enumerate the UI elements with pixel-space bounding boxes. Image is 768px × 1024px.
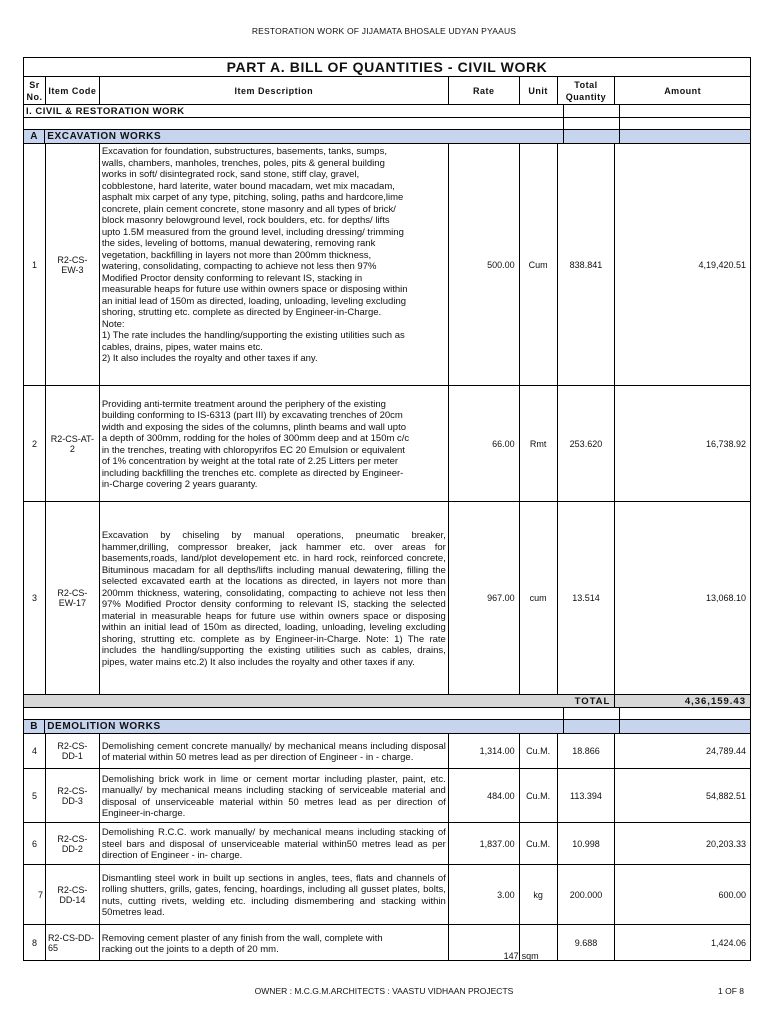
total-label: TOTAL bbox=[24, 695, 615, 707]
group-letter: A bbox=[24, 130, 45, 143]
item-description: Demolishing cement concrete manually/ by mechanical means including disposal of material within 50 metres lead as per direction of Engineer - in - charge. bbox=[100, 734, 449, 768]
table-row bbox=[24, 502, 750, 695]
section-title: I. CIVIL & RESTORATION WORK bbox=[24, 105, 564, 117]
item-rate: 967.00 bbox=[449, 502, 520, 694]
section-row bbox=[24, 105, 750, 118]
col-header-code: Item Code bbox=[46, 77, 100, 104]
item-sr: 4 bbox=[24, 734, 46, 768]
table-row bbox=[24, 144, 750, 386]
blank-cell bbox=[564, 105, 620, 117]
footer-owner: OWNER : M.C.G.M.ARCHITECTS : VAASTU VIDHAAN PROJECTS bbox=[254, 986, 514, 996]
blank-cell bbox=[564, 130, 620, 143]
col-header-sr: Sr No. bbox=[24, 77, 46, 104]
item-unit: Cu.M. bbox=[520, 734, 558, 768]
item-unit: Cum bbox=[520, 144, 558, 385]
item-quantity: 18.866 bbox=[558, 734, 616, 768]
blank-cell bbox=[620, 708, 750, 719]
item-sr: 5 bbox=[24, 769, 46, 822]
col-header-quantity: Total Quantity bbox=[558, 77, 616, 104]
item-code: R2-CS-DD-2 bbox=[46, 823, 100, 864]
item-code: R2-CS-DD-14 bbox=[46, 865, 100, 924]
item-amount: 13,068.10 bbox=[705, 593, 746, 603]
spacer-row bbox=[24, 708, 750, 720]
table-row bbox=[24, 386, 750, 502]
item-sr: 3 bbox=[24, 502, 46, 694]
item-unit: cum bbox=[520, 502, 558, 694]
item-amount: 20,203.33 bbox=[705, 838, 746, 849]
item-rate: 500.00 bbox=[449, 144, 520, 385]
blank-cell bbox=[620, 105, 750, 117]
item-description: Demolishing brick work in lime or cement mortar including plaster, paint, etc. manually/ by mechanical means including stacking of serviceable material and disposal of unserviceable material within 50 metres lead as per direction of Engineer-in-charge. bbox=[100, 769, 449, 822]
table-row bbox=[24, 823, 750, 865]
item-code: R2-CS-DD-3 bbox=[46, 769, 100, 822]
item-amount: 1,424.06 bbox=[710, 938, 746, 948]
item-quantity: 9.688 bbox=[558, 925, 616, 961]
item-amount: 16,738.92 bbox=[705, 438, 746, 449]
table-row bbox=[24, 734, 750, 769]
col-header-unit: Unit bbox=[520, 77, 558, 104]
item-rate: 66.00 bbox=[449, 386, 520, 501]
item-quantity: 253.620 bbox=[558, 386, 616, 501]
item-description: Demolishing R.C.C. work manually/ by mechanical means including stacking of steel bars and disposal of unserviceable material within50 metres lead as per direction of Engineer - in- charge. bbox=[100, 823, 449, 864]
item-code: R2-CS-DD-1 bbox=[46, 734, 100, 768]
item-code: R2-CS-EW-17 bbox=[46, 502, 100, 694]
item-unit: Rmt bbox=[520, 386, 558, 501]
blank-cell bbox=[620, 720, 750, 733]
table-row bbox=[24, 925, 750, 961]
blank-cell bbox=[564, 708, 620, 719]
blank-cell bbox=[24, 708, 564, 719]
item-sr: 1 bbox=[24, 144, 46, 385]
col-header-amount: Amount bbox=[664, 85, 702, 96]
item-code: R2-CS-AT-2 bbox=[46, 386, 100, 501]
group-band-b bbox=[24, 720, 750, 734]
item-quantity: 838.841 bbox=[558, 144, 616, 385]
item-description: Excavation for foundation, substructures, basements, tanks, sumps, walls, chambers, manholes, trenches, poles, pits & general building works in soft/ disintegrated rock, sand stone, stiff clay, gravel, cobblestone, hard laterite, water bound macadam, wet mix macadam, asphalt mix carpet of any type, pitching, soling, paths and hardcore,lime concrete, plain cement concrete, stone masonry and all types of brick/ block masonry belowground level, rock boulders, etc. for depths/ lifts upto 1.5M measured from the ground level, including dressing/ trimming the sides, leveling of bottoms, manual dewatering, removing rank vegetation, backfilling in layers not more than 200mm thickness, watering, consolidating, compacting to achieve not less then 97% Modified Proctor density conforming to relevant IS, stacking in measurable heaps for future use within owners space or disposing within an initial lead of 150m as directed, loading, unloading, leveling excluding shoring, strutting etc. complete as directed by Engineer-in-Charge. Note: 1) The rate includes the handling/supporting the existing utilities such as cables, drains, pipes, water mains etc. 2) It also includes the royalty and other taxes if any. bbox=[100, 144, 449, 385]
item-quantity: 113.394 bbox=[558, 769, 616, 822]
total-amount: 4,36,159.43 bbox=[684, 695, 746, 707]
item-sr: 7 bbox=[24, 865, 46, 924]
item-unit: kg bbox=[520, 865, 558, 924]
blank-cell bbox=[564, 720, 620, 733]
item-rate: 484.00 bbox=[449, 769, 520, 822]
item-description: Dismantling steel work in built up sections in angles, tees, flats and channels of rolling shutters, grills, gates, fencing, hoardings, including all gusset plates, bolts, nuts, cutting rivets, welding etc. including dismembering and stacking within 50metres lead. bbox=[100, 865, 449, 924]
blank-cell bbox=[620, 118, 750, 129]
item-rate: 3.00 bbox=[449, 865, 520, 924]
item-amount: 4,19,420.51 bbox=[698, 259, 746, 270]
item-rate: 147 bbox=[449, 925, 520, 961]
table-row bbox=[24, 769, 750, 823]
item-amount: 54,882.51 bbox=[705, 790, 746, 801]
group-name: DEMOLITION WORKS bbox=[45, 720, 564, 733]
document-header: RESTORATION WORK OF JIJAMATA BHOSALE UDYAN PYAAUS bbox=[251, 26, 517, 36]
item-quantity: 10.998 bbox=[558, 823, 616, 864]
group-name: EXCAVATION WORKS bbox=[45, 130, 564, 143]
item-description: Providing anti-termite treatment around the periphery of the existing building conforming to IS-6313 (part III) by excavating trenches of 20cm width and exposing the sides of the columns, plinth beams and wall upto a depth of 300mm, rodding for the holes of 300mm deep and at 150m c/c in the trenches, treating with chloropyrifos EC 20 Emulsion or equivalent of 1% concentration by weight at the total rate of 2.25 Litters per meter including backfilling the trenches etc. complete as directed by Engineer- in-Charge covering 2 years guaranty. bbox=[100, 386, 449, 501]
page-number: 1 OF 8 bbox=[718, 986, 744, 996]
item-quantity: 13.514 bbox=[558, 502, 616, 694]
item-description: Excavation by chiseling by manual operations, pneumatic breaker, hammer,drilling, compressor breaker, jack hammer etc. over areas for basements,roads, land/plot developement etc. in hard rock, reinforced concrete, Bituminous macadam for all depths/lifts including manual dewatering, filling the selected excavated earth at the locations as directed, in layers not more than 200mm thickness, watering, consolidating, compacting to achieve not less then 97% Modified Proctor density conforming to relevant IS, stacking the selected material in measurable heaps for future use within owners space or disposing within an initial lead of 150m as directed, loading, unloading, leveling excluding shoring, strutting etc. complete as by Engineer-in-Charge. Note: 1) The rate includes the handling/supporting the existing utilities such as cables, drains, pipes, water mains etc.2) It also includes the royalty and other taxes if any. bbox=[100, 502, 449, 694]
page-title: PART A. BILL OF QUANTITIES - CIVIL WORK bbox=[24, 58, 750, 77]
item-rate: 1,837.00 bbox=[449, 823, 520, 864]
group-band-a bbox=[24, 130, 750, 144]
group-letter: B bbox=[24, 720, 45, 733]
item-description: Removing cement plaster of any finish from the wall, complete with racking out the joints to a depth of 20 mm. bbox=[100, 925, 449, 961]
item-code: R2-CS-EW-3 bbox=[46, 144, 100, 385]
item-quantity: 200.000 bbox=[558, 865, 616, 924]
boq-table bbox=[23, 57, 751, 961]
item-unit: sqm bbox=[520, 925, 558, 961]
item-rate: 1,314.00 bbox=[449, 734, 520, 768]
spacer-row bbox=[24, 118, 750, 130]
item-amount: 24,789.44 bbox=[705, 746, 746, 756]
col-header-rate: Rate bbox=[449, 77, 520, 104]
blank-cell bbox=[620, 130, 750, 143]
item-sr: 6 bbox=[24, 823, 46, 864]
blank-cell bbox=[24, 118, 564, 129]
item-unit: Cu.M. bbox=[520, 769, 558, 822]
item-sr: 2 bbox=[24, 386, 46, 501]
item-code: R2-CS-DD-65 bbox=[46, 925, 100, 961]
col-header-description: Item Description bbox=[100, 77, 449, 104]
blank-cell bbox=[564, 118, 620, 129]
table-row bbox=[24, 865, 750, 925]
table-header-row bbox=[24, 77, 750, 105]
total-row bbox=[24, 695, 750, 708]
item-unit: Cu.M. bbox=[520, 823, 558, 864]
item-sr: 8 bbox=[24, 925, 46, 961]
item-amount: 600.00 bbox=[718, 889, 747, 900]
